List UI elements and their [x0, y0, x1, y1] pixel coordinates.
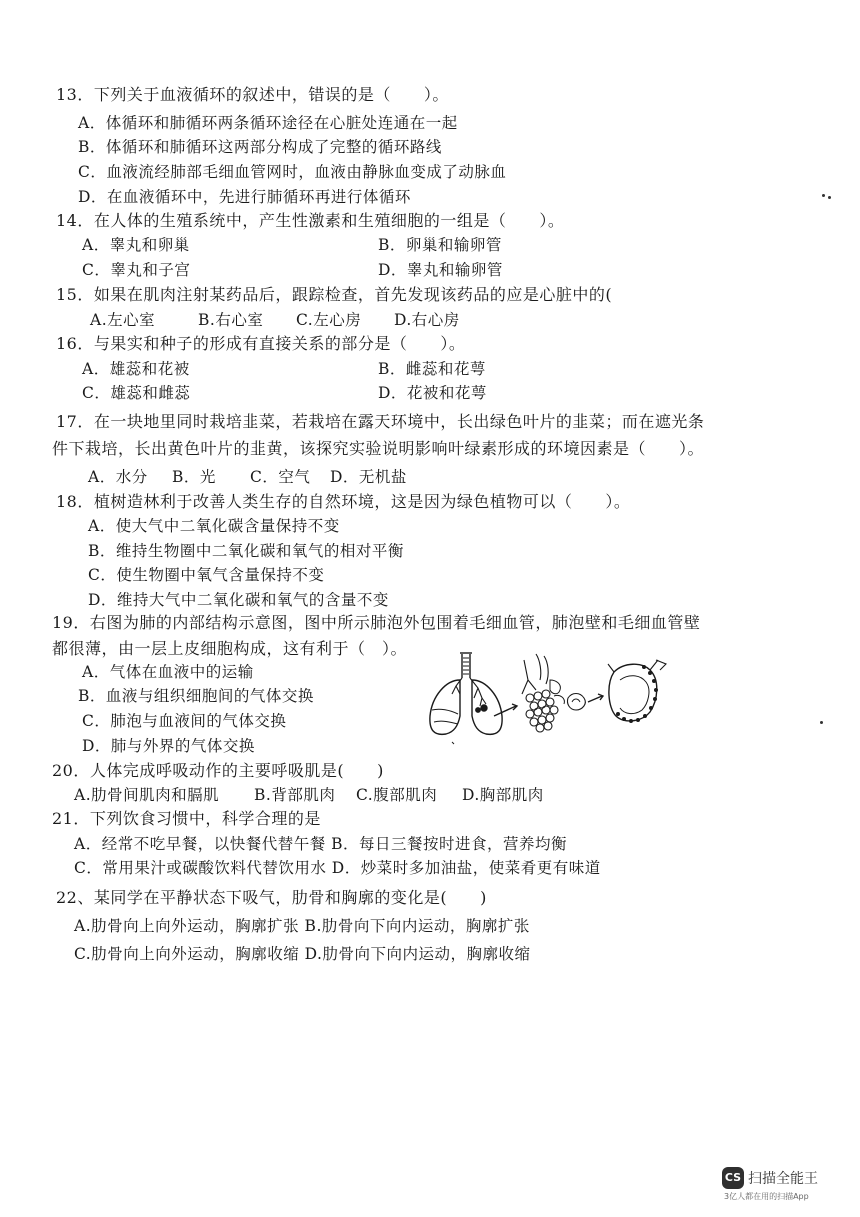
question-14-option-b: B．卵巢和输卵管	[378, 236, 502, 254]
question-21-options-cd: C．常用果汁或碳酸饮料代替饮用水 D．炒菜时多加油盐，使菜肴更有味道	[74, 859, 601, 877]
scan-speck	[822, 194, 825, 197]
question-16-stem: 16．与果实和种子的形成有直接关系的部分是（ ）。	[56, 334, 466, 353]
question-15-stem: 15．如果在肌肉注射某药品后，跟踪检查，首先发现该药品的应是心脏中的(	[56, 285, 613, 304]
question-22-options-ab: A.肋骨向上向外运动，胸廓扩张 B.肋骨向下向内运动，胸廓扩张	[74, 917, 530, 935]
question-18-option-d: D．维持大气中二氧化碳和氧气的含量不变	[88, 591, 389, 609]
question-20-option-a: A.肋骨间肌肉和膈肌	[74, 786, 220, 804]
question-14-option-d: D．睾丸和输卵管	[378, 261, 503, 279]
question-15-option-c: C.左心房	[296, 311, 362, 329]
question-16-option-d: D．花被和花萼	[378, 384, 487, 402]
question-14-stem: 14．在人体的生殖系统中，产生性激素和生殖细胞的一组是（ ）。	[56, 211, 565, 230]
question-13-stem: 13．下列关于血液循环的叙述中，错误的是（ ）。	[56, 85, 449, 104]
question-21-stem: 21．下列饮食习惯中，科学合理的是	[52, 809, 321, 828]
question-20-stem: 20．人体完成呼吸动作的主要呼吸肌是( )	[52, 761, 384, 780]
question-18-option-b: B．维持生物圈中二氧化碳和氧气的相对平衡	[88, 542, 404, 560]
question-19-option-a: A．气体在血液中的运输	[82, 663, 254, 681]
question-16-option-c: C．雄蕊和雌蕊	[82, 384, 191, 402]
watermark-tagline: 3亿人都在用的扫描App	[724, 1192, 809, 1201]
question-13-option-a: A．体循环和肺循环两条循环途径在心脏处连通在一起	[78, 114, 458, 132]
question-17-option-d: D．无机盐	[330, 468, 407, 486]
question-18-option-c: C．使生物圈中氧气含量保持不变	[88, 566, 325, 584]
question-13-option-c: C．血液流经肺部毛细血管网时，血液由静脉血变成了动脉血	[78, 163, 507, 181]
question-22-options-cd: C.肋骨向上向外运动，胸廓收缩 D.肋骨向下向内运动，胸廓收缩	[74, 945, 531, 963]
question-15-option-a: A.左心室	[90, 311, 156, 329]
scan-speck	[828, 196, 831, 199]
question-17-stem-line1: 17．在一块地里同时栽培韭菜，若栽培在露天环境中，长出绿色叶片的韭菜；而在遮光条	[56, 412, 705, 431]
question-14-option-a: A．睾丸和卵巢	[82, 236, 190, 254]
question-19-stem-line1: 19．右图为肺的内部结构示意图，图中所示肺泡外包围着毛细血管，肺泡壁和毛细血管壁	[52, 613, 701, 632]
question-18-option-a: A．使大气中二氧化碳含量保持不变	[88, 517, 340, 535]
camscanner-watermark	[722, 1167, 842, 1203]
question-19-option-d: D．肺与外界的气体交换	[82, 737, 255, 755]
question-20-option-b: B.背部肌肉	[254, 786, 336, 804]
question-20-option-c: C.腹部肌肉	[356, 786, 438, 804]
question-15-option-b: B.右心室	[198, 311, 264, 329]
question-17-option-b: B．光	[172, 468, 216, 486]
lung-structure-diagram	[424, 650, 674, 750]
question-19-option-b: B．血液与组织细胞间的气体交换	[78, 687, 314, 705]
camscanner-logo-icon: CS	[722, 1167, 744, 1189]
question-15-option-d: D.右心房	[394, 311, 460, 329]
question-17-option-a: A．水分	[88, 468, 148, 486]
question-19-option-c: C．肺泡与血液间的气体交换	[82, 712, 287, 730]
question-19-stem-line2: 都很薄，由一层上皮细胞构成，这有利于（ ）。	[52, 639, 408, 658]
watermark-name: 扫描全能王	[748, 1171, 818, 1187]
question-16-option-b: B．雌蕊和花萼	[378, 360, 486, 378]
question-16-option-a: A．雄蕊和花被	[82, 360, 190, 378]
question-20-option-d: D.胸部肌肉	[462, 786, 544, 804]
question-14-option-c: C．睾丸和子宫	[82, 261, 191, 279]
question-21-options-ab: A．经常不吃早餐，以快餐代替午餐 B．每日三餐按时进食，营养均衡	[74, 835, 568, 853]
question-18-stem: 18．植树造林利于改善人类生存的自然环境，这是因为绿色植物可以（ ）。	[56, 492, 631, 511]
question-22-stem: 22、某同学在平静状态下吸气，肋骨和胸廓的变化是( )	[56, 888, 487, 907]
question-17-option-c: C．空气	[250, 468, 311, 486]
question-17-stem-line2: 件下栽培，长出黄色叶片的韭黄，该探究实验说明影响叶绿素形成的环境因素是（ ）。	[52, 439, 705, 458]
question-13-option-d: D．在血液循环中，先进行肺循环再进行体循环	[78, 188, 411, 206]
question-13-option-b: B．体循环和肺循环这两部分构成了完整的循环路线	[78, 138, 442, 156]
scan-speck	[820, 721, 823, 724]
